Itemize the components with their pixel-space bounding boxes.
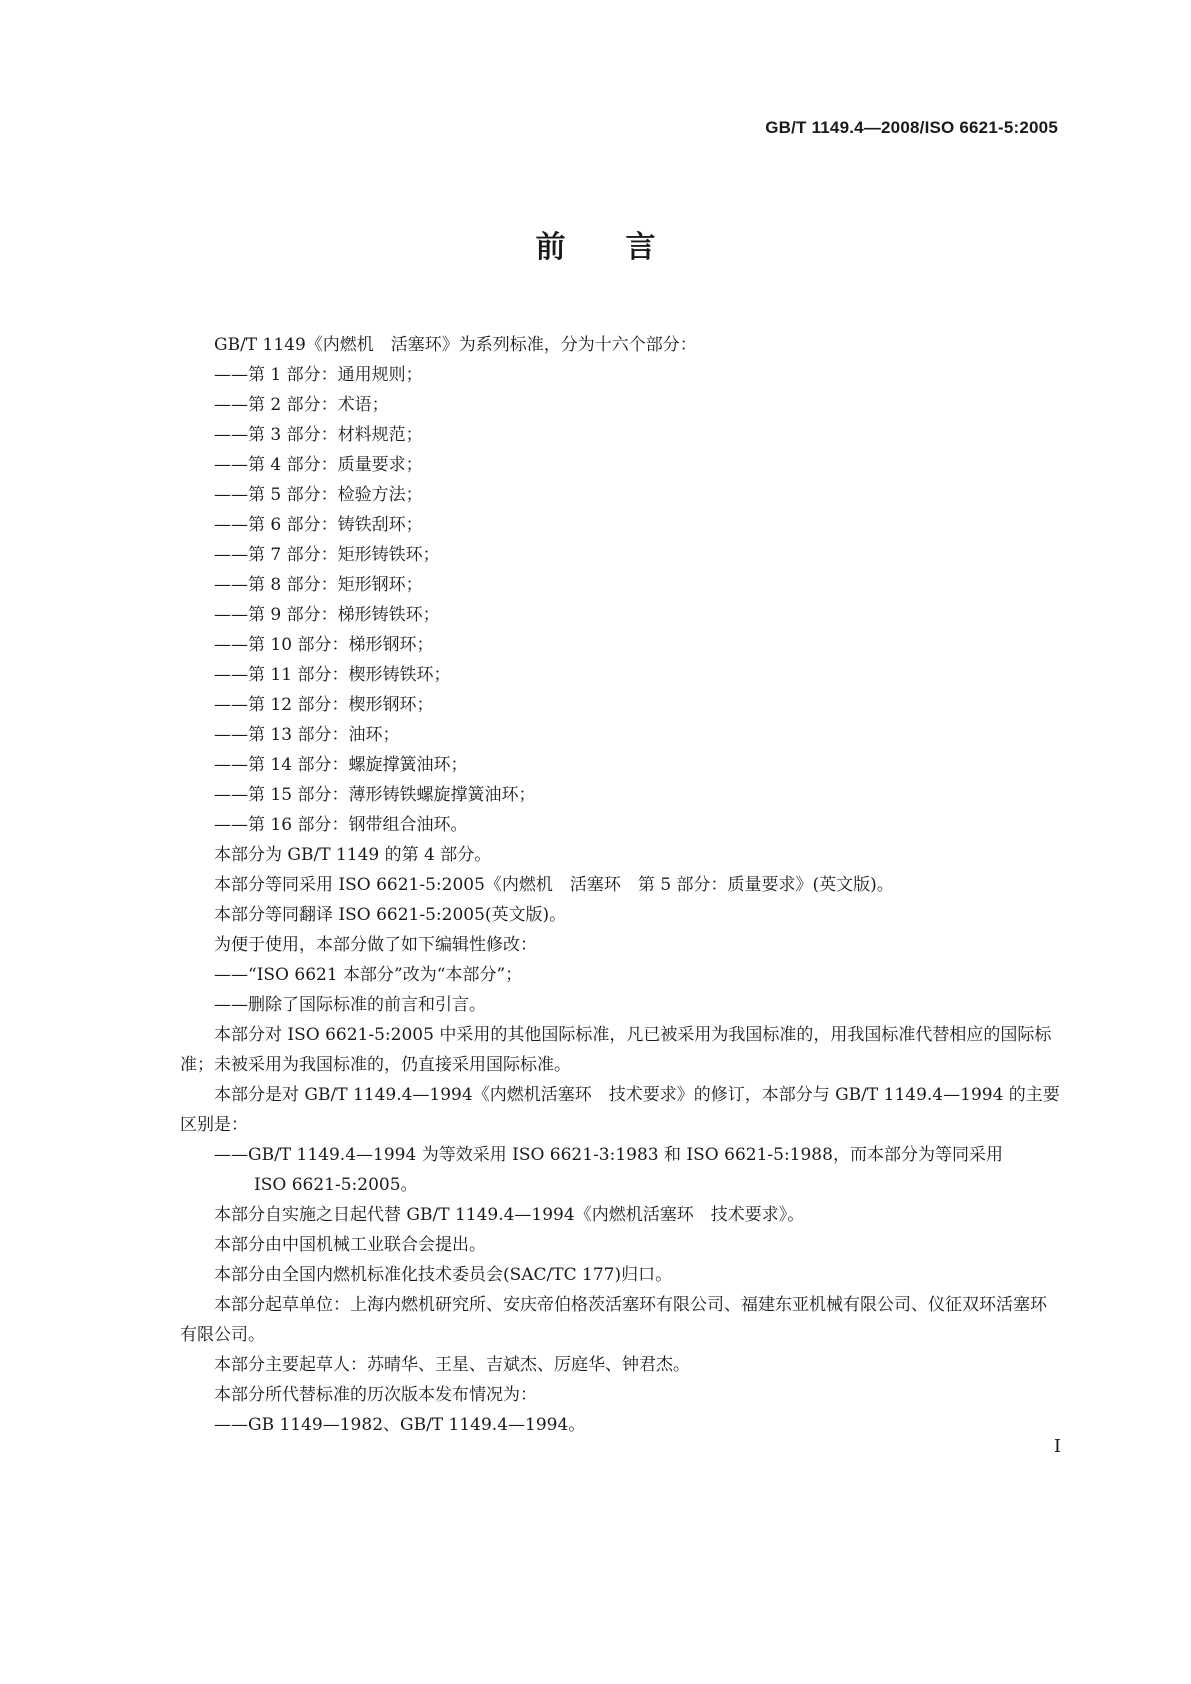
- part-item: ——第 10 部分：梯形钢环；: [214, 635, 434, 655]
- standard-number-header: GB/T 1149.4—2008/ISO 6621-5:2005: [765, 118, 1058, 137]
- difference-line-2: ISO 6621-5:2005。: [254, 1175, 418, 1195]
- part-item: ——第 13 部分：油环；: [214, 725, 400, 745]
- part-item: ——第 14 部分：螺旋撑簧油环；: [214, 755, 468, 775]
- page-number: I: [1053, 1436, 1061, 1457]
- part-item: ——第 1 部分：通用规则；: [214, 365, 423, 385]
- replace-paragraph: 本部分自实施之日起代替 GB/T 1149.4—1994《内燃机活塞环 技术要求》。: [214, 1205, 805, 1225]
- intro-paragraph: GB/T 1149《内燃机 活塞环》为系列标准，分为十六个部分：: [214, 335, 697, 355]
- edits-intro-paragraph: 为便于使用，本部分做了如下编辑性修改：: [214, 935, 537, 955]
- edit-item: ——删除了国际标准的前言和引言。: [214, 995, 486, 1015]
- part-of-paragraph: 本部分为 GB/T 1149 的第 4 部分。: [214, 845, 492, 865]
- difference-line-1: ——GB/T 1149.4—1994 为等效采用 ISO 6621-3:1983 和 ISO 6621-5:1988，而本部分为等同采用: [214, 1145, 1003, 1165]
- edit-item: ——“ISO 6621 本部分”改为“本部分”；: [214, 965, 523, 985]
- foreword-body: [180, 330, 1060, 1440]
- proposed-paragraph: 本部分由中国机械工业联合会提出。: [214, 1235, 486, 1255]
- part-item: ——第 15 部分：薄形铸铁螺旋撑簧油环；: [214, 785, 536, 805]
- centralized-paragraph: 本部分由全国内燃机标准化技术委员会(SAC/TC 177)归口。: [214, 1265, 673, 1285]
- part-item: ——第 5 部分：检验方法；: [214, 485, 423, 505]
- page-title: 前言: [535, 230, 716, 265]
- part-item: ——第 8 部分：矩形钢环；: [214, 575, 423, 595]
- part-item: ——第 4 部分：质量要求；: [214, 455, 423, 475]
- part-item: ——第 6 部分：铸铁刮环；: [214, 515, 423, 535]
- part-item: ——第 3 部分：材料规范；: [214, 425, 423, 445]
- part-item: ——第 9 部分：梯形铸铁环；: [214, 605, 440, 625]
- translate-paragraph: 本部分等同翻译 ISO 6621-5:2005(英文版)。: [214, 905, 567, 925]
- adopt-paragraph: 本部分等同采用 ISO 6621-5:2005《内燃机 活塞环 第 5 部分：质量要求》(英文版)。: [214, 875, 894, 895]
- revision-paragraph: 本部分是对 GB/T 1149.4—1994《内燃机活塞环 技术要求》的修订，本部分与 GB/T 1149.4—1994 的主要区别是：: [180, 1085, 1060, 1135]
- part-item: ——第 11 部分：楔形铸铁环；: [214, 665, 451, 685]
- drafters-paragraph: 本部分主要起草人：苏晴华、王星、吉斌杰、厉庭华、钟君杰。: [214, 1355, 690, 1375]
- drafting-units-paragraph: 本部分起草单位：上海内燃机研究所、安庆帝伯格茨活塞环有限公司、福建东亚机械有限公司、仪征双环活塞环有限公司。: [180, 1295, 1047, 1345]
- part-item: ——第 2 部分：术语；: [214, 395, 389, 415]
- part-item: ——第 7 部分：矩形铸铁环；: [214, 545, 440, 565]
- history-item: ——GB 1149—1982、GB/T 1149.4—1994。: [214, 1415, 586, 1435]
- other-standards-paragraph: 本部分对 ISO 6621-5:2005 中采用的其他国际标准，凡已被采用为我国标准的，用我国标准代替相应的国际标准；未被采用为我国标准的，仍直接采用国际标准。: [180, 1025, 1052, 1075]
- part-item: ——第 16 部分：钢带组合油环。: [214, 815, 468, 835]
- difference-item: [180, 1140, 1060, 1200]
- part-item: ——第 12 部分：楔形钢环；: [214, 695, 434, 715]
- history-intro-paragraph: 本部分所代替标准的历次版本发布情况为：: [214, 1385, 537, 1405]
